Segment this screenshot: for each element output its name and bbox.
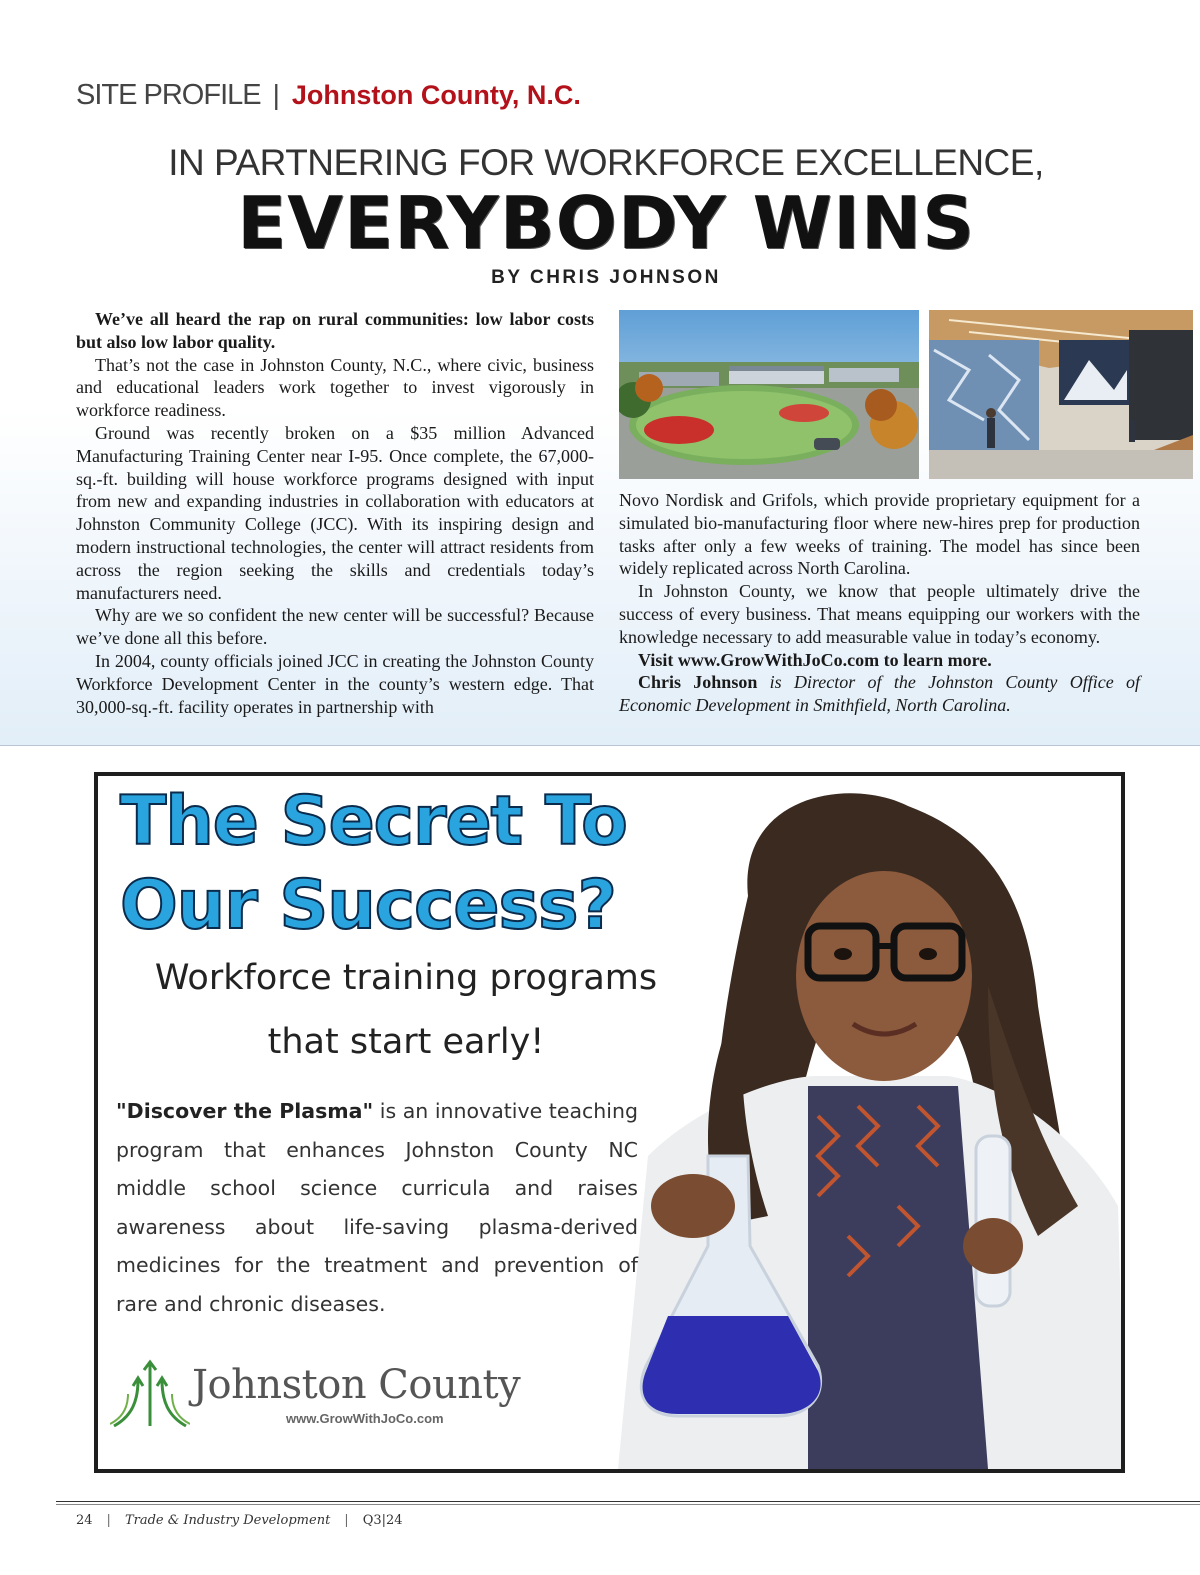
program-description: is an innovative teaching program that enhances Johnston County NC middle school science curricula and raises awareness about life-saving plasma-derived medicines for the treatment and prevention of rare and chronic diseases. — [116, 1099, 638, 1316]
ad-subheadline-line: Workforce training programs — [154, 958, 658, 998]
article-cta: Visit www.GrowWithJoCo.com to learn more. — [638, 649, 992, 670]
author-bio-text: is Director of the Johnston County Office of Economic Development in Smithfield, North Carolina. — [619, 672, 1140, 716]
issue-label: Q3|24 — [362, 1512, 403, 1528]
article-paragraph: That’s not the case in Johnston County, N.C., where civic, business and educational leaders work together to invest vigorously in workforce readiness. — [76, 354, 594, 421]
page-footer — [76, 1509, 403, 1531]
logo-url: www.GrowWithJoCo.com — [286, 1411, 444, 1426]
section-label: SITE PROFILE — [76, 78, 261, 111]
article-paragraph: Why are we so confident the new center will be successful? Because we’ve done all this before. — [76, 605, 594, 649]
publication-name: Trade & Industry Development — [124, 1512, 331, 1528]
article-lead: We’ve all heard the rap on rural communities: low labor costs but also low labor quality. — [76, 309, 594, 352]
footer-separator: | — [106, 1512, 111, 1528]
article-paragraph: In 2004, county officials joined JCC in creating the Johnston County Workforce Development Center in the county’s western edge. That 30,000-sq.-ft. facility operates in partnership with — [76, 650, 594, 717]
campus-rendering-photo — [619, 310, 919, 479]
interior-rendering-photo — [929, 310, 1193, 479]
advertisement — [94, 772, 1125, 1473]
growth-arrows-icon — [110, 1356, 190, 1436]
ad-subheadline-line: that start early! — [267, 1022, 545, 1062]
footer-separator: | — [344, 1512, 349, 1528]
footer-rule — [56, 1501, 1200, 1502]
page-number: 24 — [76, 1512, 93, 1528]
logo-name: Johnston County — [192, 1362, 521, 1408]
headline-kicker: IN PARTNERING FOR WORKFORCE EXCELLENCE, — [168, 142, 1044, 183]
article-column-left — [76, 308, 594, 718]
program-name: "Discover the Plasma" — [116, 1099, 374, 1123]
headline-main: EVERYBODY WINS — [237, 181, 975, 265]
article-paragraph: In Johnston County, we know that people ultimately drive the success of every business. That means equipping our workers with the knowledge necessary to add measurable value in today’s economy. — [619, 581, 1140, 647]
author-name: Chris Johnson — [638, 672, 758, 693]
article-column-right — [619, 489, 1140, 717]
footer-rule — [56, 1504, 1200, 1505]
kicker-separator: | — [272, 79, 280, 110]
article-paragraph: Novo Nordisk and Grifols, which provide proprietary equipment for a simulated bio-manufacturing floor where new-hires prep for production tasks after only a few weeks of training. The model has since been widely replicated across North Carolina. — [619, 490, 1140, 579]
ad-body-text — [116, 1092, 638, 1323]
section-kicker — [76, 78, 581, 112]
johnston-county-logo — [110, 1356, 570, 1436]
ad-headline: The Secret To Our Success? — [120, 782, 627, 945]
article-paragraph: Ground was recently broken on a $35 million Advanced Manufacturing Training Center near I-95. Once complete, the 67,000-sq.-ft. building will house workforce programs designed with input from new and expanding industries in collaboration with educators at Johnston Community College (JCC). With its inspiring design and modern instructional technologies, the center will attract residents from across the region seeking the skills and credentials today’s manufacturers need. — [76, 422, 594, 603]
byline: BY CHRIS JOHNSON — [491, 267, 721, 288]
author-bio — [619, 671, 1140, 717]
location-label: Johnston County, N.C. — [291, 79, 581, 110]
ad-subheadline — [116, 946, 696, 1074]
